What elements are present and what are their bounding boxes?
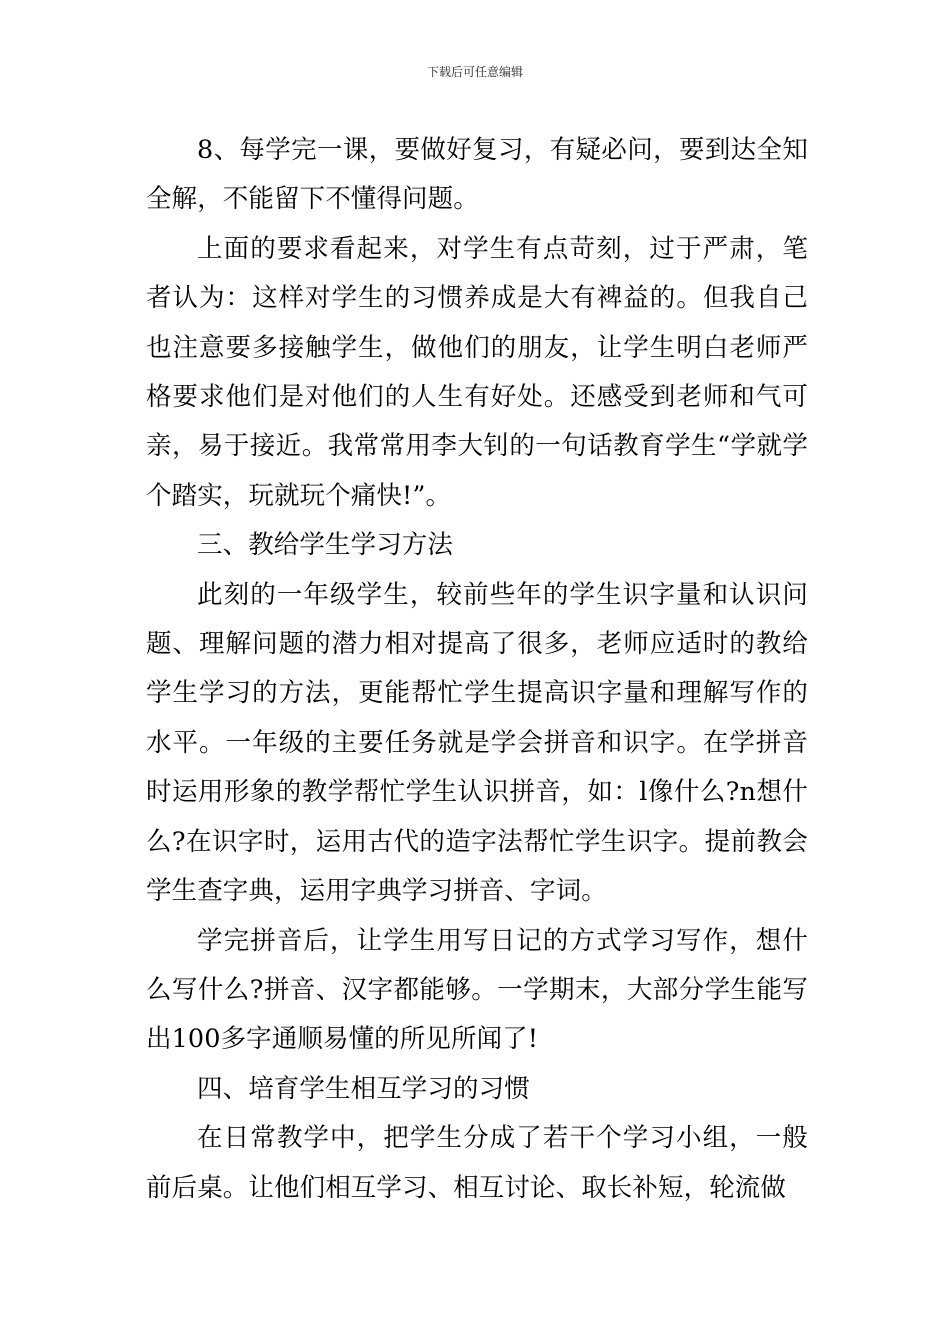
paragraph-first-grade-methods: 此刻的一年级学生，较前些年的学生识字量和认识问题、理解问题的潜力相对提高了很多，老师应适时的教给学生学习的方法，更能帮忙学生提高识字量和理解写作的水平。一年级的主要任务就是学会拼音和识字。在学拼音时运用形象的教学帮忙学生认识拼音，如：l像什么?n想什么?在识字时，运用古代的造字法帮忙学生识字。提前教会学生查字典，运用字典学习拼音、字词。 <box>146 579 808 907</box>
paragraph-diary-writing: 学完拼音后，让学生用写日记的方式学习写作，想什么写什么?拼音、汉字都能够。一学期末，大部分学生能写出100多字通顺易懂的所见所闻了! <box>146 925 808 1055</box>
paragraph-strict-requirements: 上面的要求看起来，对学生有点苛刻，过于严肃，笔者认为：这样对学生的习惯养成是大有裨益的。但我自己也注意要多接触学生，做他们的朋友，让学生明白老师严格要求他们是对他们的人生有好处。还感受到老师和气可亲，易于接近。我常常用李大钊的一句话教育学生“学就学个踏实，玩就玩个痛快!”。 <box>146 233 808 511</box>
section-heading-study-methods: 三、教给学生学习方法 <box>197 530 454 561</box>
paragraph-study-groups: 在日常教学中，把学生分成了若干个学习小组，一般前后桌。让他们相互学习、相互讨论、取长补短，轮流做 <box>146 1123 808 1203</box>
paragraph-review-rule: 8、每学完一课，要做好复习，有疑必问，要到达全知全解，不能留下不懂得问题。 <box>146 135 808 215</box>
section-heading-mutual-learning: 四、培育学生相互学习的习惯 <box>197 1073 530 1104</box>
document-body <box>146 126 808 1213</box>
page-header-note: 下载后可任意编辑 <box>426 65 523 79</box>
